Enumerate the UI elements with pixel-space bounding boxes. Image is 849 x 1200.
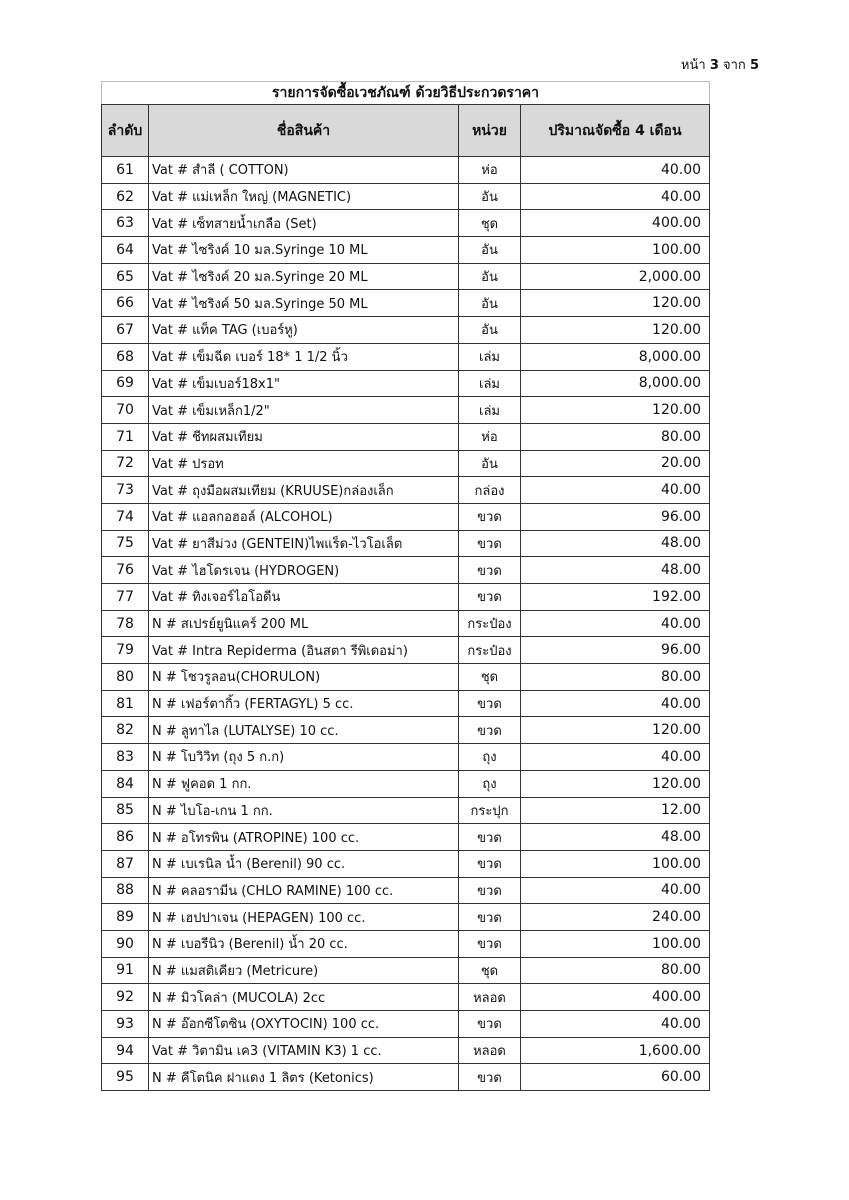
table-row <box>102 503 710 530</box>
unit: ถุง <box>459 744 521 771</box>
quantity: 20.00 <box>521 450 710 477</box>
header-unit: หน่วย <box>459 105 521 157</box>
table-row <box>102 690 710 717</box>
unit: กระป๋อง <box>459 610 521 637</box>
unit: เล่ม <box>459 397 521 424</box>
table-row <box>102 717 710 744</box>
unit: ขวด <box>459 530 521 557</box>
quantity: 40.00 <box>521 1011 710 1038</box>
product-name: Vat # ยาสีม่วง (GENTEIN)ไพแร็ด-ไวโอเล็ต <box>149 530 459 557</box>
quantity: 40.00 <box>521 877 710 904</box>
quantity: 40.00 <box>521 744 710 771</box>
header-quantity: ปริมาณจัดซื้อ 4 เดือน <box>521 105 710 157</box>
unit: ขวด <box>459 503 521 530</box>
row-index: 80 <box>102 664 149 691</box>
row-index: 89 <box>102 904 149 931</box>
product-name: Vat # ถุงมือผสมเทียม (KRUUSE)กล่องเล็ก <box>149 477 459 504</box>
table-row <box>102 637 710 664</box>
quantity: 1,600.00 <box>521 1037 710 1064</box>
quantity: 2,000.00 <box>521 263 710 290</box>
table-row <box>102 317 710 344</box>
unit: ขวด <box>459 1064 521 1091</box>
table-row <box>102 423 710 450</box>
row-index: 79 <box>102 637 149 664</box>
quantity: 40.00 <box>521 690 710 717</box>
product-name: N # ฟูคอด 1 กก. <box>149 770 459 797</box>
quantity: 100.00 <box>521 930 710 957</box>
quantity: 400.00 <box>521 210 710 237</box>
row-index: 87 <box>102 850 149 877</box>
product-name: N # คลอรามีน (CHLO RAMINE) 100 cc. <box>149 877 459 904</box>
product-name: Vat # แท็ค TAG (เบอร์หู) <box>149 317 459 344</box>
page-current: 3 <box>709 58 719 73</box>
table-row <box>102 1011 710 1038</box>
row-index: 70 <box>102 397 149 424</box>
product-name: Vat # เซ็ทสายน้ำเกลือ (Set) <box>149 210 459 237</box>
unit: หลอด <box>459 1037 521 1064</box>
quantity: 40.00 <box>521 157 710 184</box>
row-index: 67 <box>102 317 149 344</box>
row-index: 83 <box>102 744 149 771</box>
table-row <box>102 343 710 370</box>
unit: ขวด <box>459 690 521 717</box>
table-row <box>102 370 710 397</box>
table-row <box>102 930 710 957</box>
table-row <box>102 824 710 851</box>
unit: กระป๋อง <box>459 637 521 664</box>
page-sep: จาก <box>723 58 746 73</box>
unit: ชุด <box>459 957 521 984</box>
table-row <box>102 984 710 1011</box>
row-index: 95 <box>102 1064 149 1091</box>
table-row <box>102 1037 710 1064</box>
row-index: 65 <box>102 263 149 290</box>
table-row <box>102 530 710 557</box>
row-index: 93 <box>102 1011 149 1038</box>
row-index: 94 <box>102 1037 149 1064</box>
quantity: 40.00 <box>521 477 710 504</box>
product-name: N # คีโตนิค ฝาแดง 1 ลิตร (Ketonics) <box>149 1064 459 1091</box>
product-name: Vat # วิตามิน เค3 (VITAMIN K3) 1 cc. <box>149 1037 459 1064</box>
unit: ขวด <box>459 877 521 904</box>
row-index: 85 <box>102 797 149 824</box>
unit: ห่อ <box>459 157 521 184</box>
table-row <box>102 957 710 984</box>
quantity: 48.00 <box>521 824 710 851</box>
quantity: 12.00 <box>521 797 710 824</box>
product-name: Vat # ไซริงค์ 10 มล.Syringe 10 ML <box>149 237 459 264</box>
row-index: 64 <box>102 237 149 264</box>
unit: ชุด <box>459 210 521 237</box>
product-name: N # สเปรย์ยูนิแคร์ 200 ML <box>149 610 459 637</box>
row-index: 75 <box>102 530 149 557</box>
product-name: N # เฮปปาเจน (HEPAGEN) 100 cc. <box>149 904 459 931</box>
product-name: N # อ๊อกซีโตซิน (OXYTOCIN) 100 cc. <box>149 1011 459 1038</box>
product-name: N # เบอรีนิว (Berenil) น้ำ 20 cc. <box>149 930 459 957</box>
product-name: Vat # เข็มฉีด เบอร์ 18* 1 1/2 นิ้ว <box>149 343 459 370</box>
quantity: 48.00 <box>521 557 710 584</box>
unit: เล่ม <box>459 343 521 370</box>
quantity: 80.00 <box>521 957 710 984</box>
product-name: Vat # เข็มเหล็ก1/2" <box>149 397 459 424</box>
product-name: N # เบเรนิล น้ำ (Berenil) 90 cc. <box>149 850 459 877</box>
unit: ขวด <box>459 1011 521 1038</box>
row-index: 63 <box>102 210 149 237</box>
table-row <box>102 877 710 904</box>
quantity: 120.00 <box>521 717 710 744</box>
table-row <box>102 904 710 931</box>
row-index: 66 <box>102 290 149 317</box>
unit: ห่อ <box>459 423 521 450</box>
table-row <box>102 1064 710 1091</box>
product-name: N # ลูทาไล (LUTALYSE) 10 cc. <box>149 717 459 744</box>
row-index: 69 <box>102 370 149 397</box>
row-index: 82 <box>102 717 149 744</box>
row-index: 68 <box>102 343 149 370</box>
page-total: 5 <box>749 58 759 73</box>
quantity: 96.00 <box>521 637 710 664</box>
product-name: N # โบวิวิท (ถุง 5 ก.ก) <box>149 744 459 771</box>
unit: เล่ม <box>459 370 521 397</box>
unit: ถุง <box>459 770 521 797</box>
row-index: 86 <box>102 824 149 851</box>
product-name: N # โชวรูลอน(CHORULON) <box>149 664 459 691</box>
table-row <box>102 397 710 424</box>
product-name: N # อโทรพิน (ATROPINE) 100 cc. <box>149 824 459 851</box>
table-row <box>102 477 710 504</box>
unit: ขวด <box>459 930 521 957</box>
row-index: 84 <box>102 770 149 797</box>
quantity: 8,000.00 <box>521 370 710 397</box>
quantity: 100.00 <box>521 850 710 877</box>
row-index: 72 <box>102 450 149 477</box>
table-row <box>102 183 710 210</box>
quantity: 120.00 <box>521 317 710 344</box>
row-index: 62 <box>102 183 149 210</box>
row-index: 74 <box>102 503 149 530</box>
unit: ขวด <box>459 850 521 877</box>
page-number <box>681 54 759 75</box>
table-row <box>102 770 710 797</box>
quantity: 60.00 <box>521 1064 710 1091</box>
product-name: Vat # ไฮโดรเจน (HYDROGEN) <box>149 557 459 584</box>
table-row <box>102 797 710 824</box>
table-row <box>102 744 710 771</box>
row-index: 61 <box>102 157 149 184</box>
quantity: 80.00 <box>521 664 710 691</box>
row-index: 71 <box>102 423 149 450</box>
unit: ชุด <box>459 664 521 691</box>
quantity: 48.00 <box>521 530 710 557</box>
unit: ขวด <box>459 557 521 584</box>
unit: อัน <box>459 290 521 317</box>
table-row <box>102 450 710 477</box>
product-name: Vat # Intra Repiderma (อินสตา รีพิเดอม่า) <box>149 637 459 664</box>
product-name: Vat # ไซริงค์ 20 มล.Syringe 20 ML <box>149 263 459 290</box>
table-title: รายการจัดซื้อเวชภัณฑ์ ด้วยวิธีประกวดราคา <box>102 82 710 105</box>
product-name: Vat # ปรอท <box>149 450 459 477</box>
unit: อัน <box>459 237 521 264</box>
page-label: หน้า <box>680 58 706 73</box>
unit: ขวด <box>459 824 521 851</box>
quantity: 120.00 <box>521 397 710 424</box>
unit: กล่อง <box>459 477 521 504</box>
table-row <box>102 210 710 237</box>
quantity: 96.00 <box>521 503 710 530</box>
row-index: 76 <box>102 557 149 584</box>
row-index: 88 <box>102 877 149 904</box>
header-index: ลำดับ <box>102 105 149 157</box>
row-index: 73 <box>102 477 149 504</box>
quantity: 8,000.00 <box>521 343 710 370</box>
quantity: 400.00 <box>521 984 710 1011</box>
procurement-table <box>101 81 710 1091</box>
product-name: N # แมสติเคียว (Metricure) <box>149 957 459 984</box>
unit: อัน <box>459 263 521 290</box>
unit: ขวด <box>459 717 521 744</box>
quantity: 100.00 <box>521 237 710 264</box>
row-index: 77 <box>102 584 149 611</box>
product-name: N # ไบโอ-เกน 1 กก. <box>149 797 459 824</box>
unit: อัน <box>459 183 521 210</box>
quantity: 40.00 <box>521 183 710 210</box>
unit: อัน <box>459 450 521 477</box>
product-name: Vat # แม่เหล็ก ใหญ่ (MAGNETIC) <box>149 183 459 210</box>
unit: หลอด <box>459 984 521 1011</box>
unit: อัน <box>459 317 521 344</box>
unit: ขวด <box>459 904 521 931</box>
table-row <box>102 584 710 611</box>
table-row <box>102 263 710 290</box>
row-index: 90 <box>102 930 149 957</box>
product-name: Vat # สำลี ( COTTON) <box>149 157 459 184</box>
unit: ขวด <box>459 584 521 611</box>
quantity: 120.00 <box>521 290 710 317</box>
table-row <box>102 157 710 184</box>
product-name: Vat # ไซริงค์ 50 มล.Syringe 50 ML <box>149 290 459 317</box>
quantity: 192.00 <box>521 584 710 611</box>
table-row <box>102 557 710 584</box>
header-product-name: ชื่อสินค้า <box>149 105 459 157</box>
product-name: N # มิวโคล่า (MUCOLA) 2cc <box>149 984 459 1011</box>
table-row <box>102 850 710 877</box>
row-index: 92 <box>102 984 149 1011</box>
product-name: N # เฟอร์ตากิ้ว (FERTAGYL) 5 cc. <box>149 690 459 717</box>
quantity: 120.00 <box>521 770 710 797</box>
product-name: Vat # ชีทผสมเทียม <box>149 423 459 450</box>
table-body <box>102 157 710 1091</box>
product-name: Vat # เข็มเบอร์18x1" <box>149 370 459 397</box>
product-name: Vat # ทิงเจอร์ไอโอดีน <box>149 584 459 611</box>
unit: กระปุก <box>459 797 521 824</box>
row-index: 78 <box>102 610 149 637</box>
row-index: 91 <box>102 957 149 984</box>
quantity: 80.00 <box>521 423 710 450</box>
table-row <box>102 610 710 637</box>
quantity: 40.00 <box>521 610 710 637</box>
table-row <box>102 290 710 317</box>
table-row <box>102 237 710 264</box>
quantity: 240.00 <box>521 904 710 931</box>
table-row <box>102 664 710 691</box>
row-index: 81 <box>102 690 149 717</box>
product-name: Vat # แอลกอฮอล์ (ALCOHOL) <box>149 503 459 530</box>
